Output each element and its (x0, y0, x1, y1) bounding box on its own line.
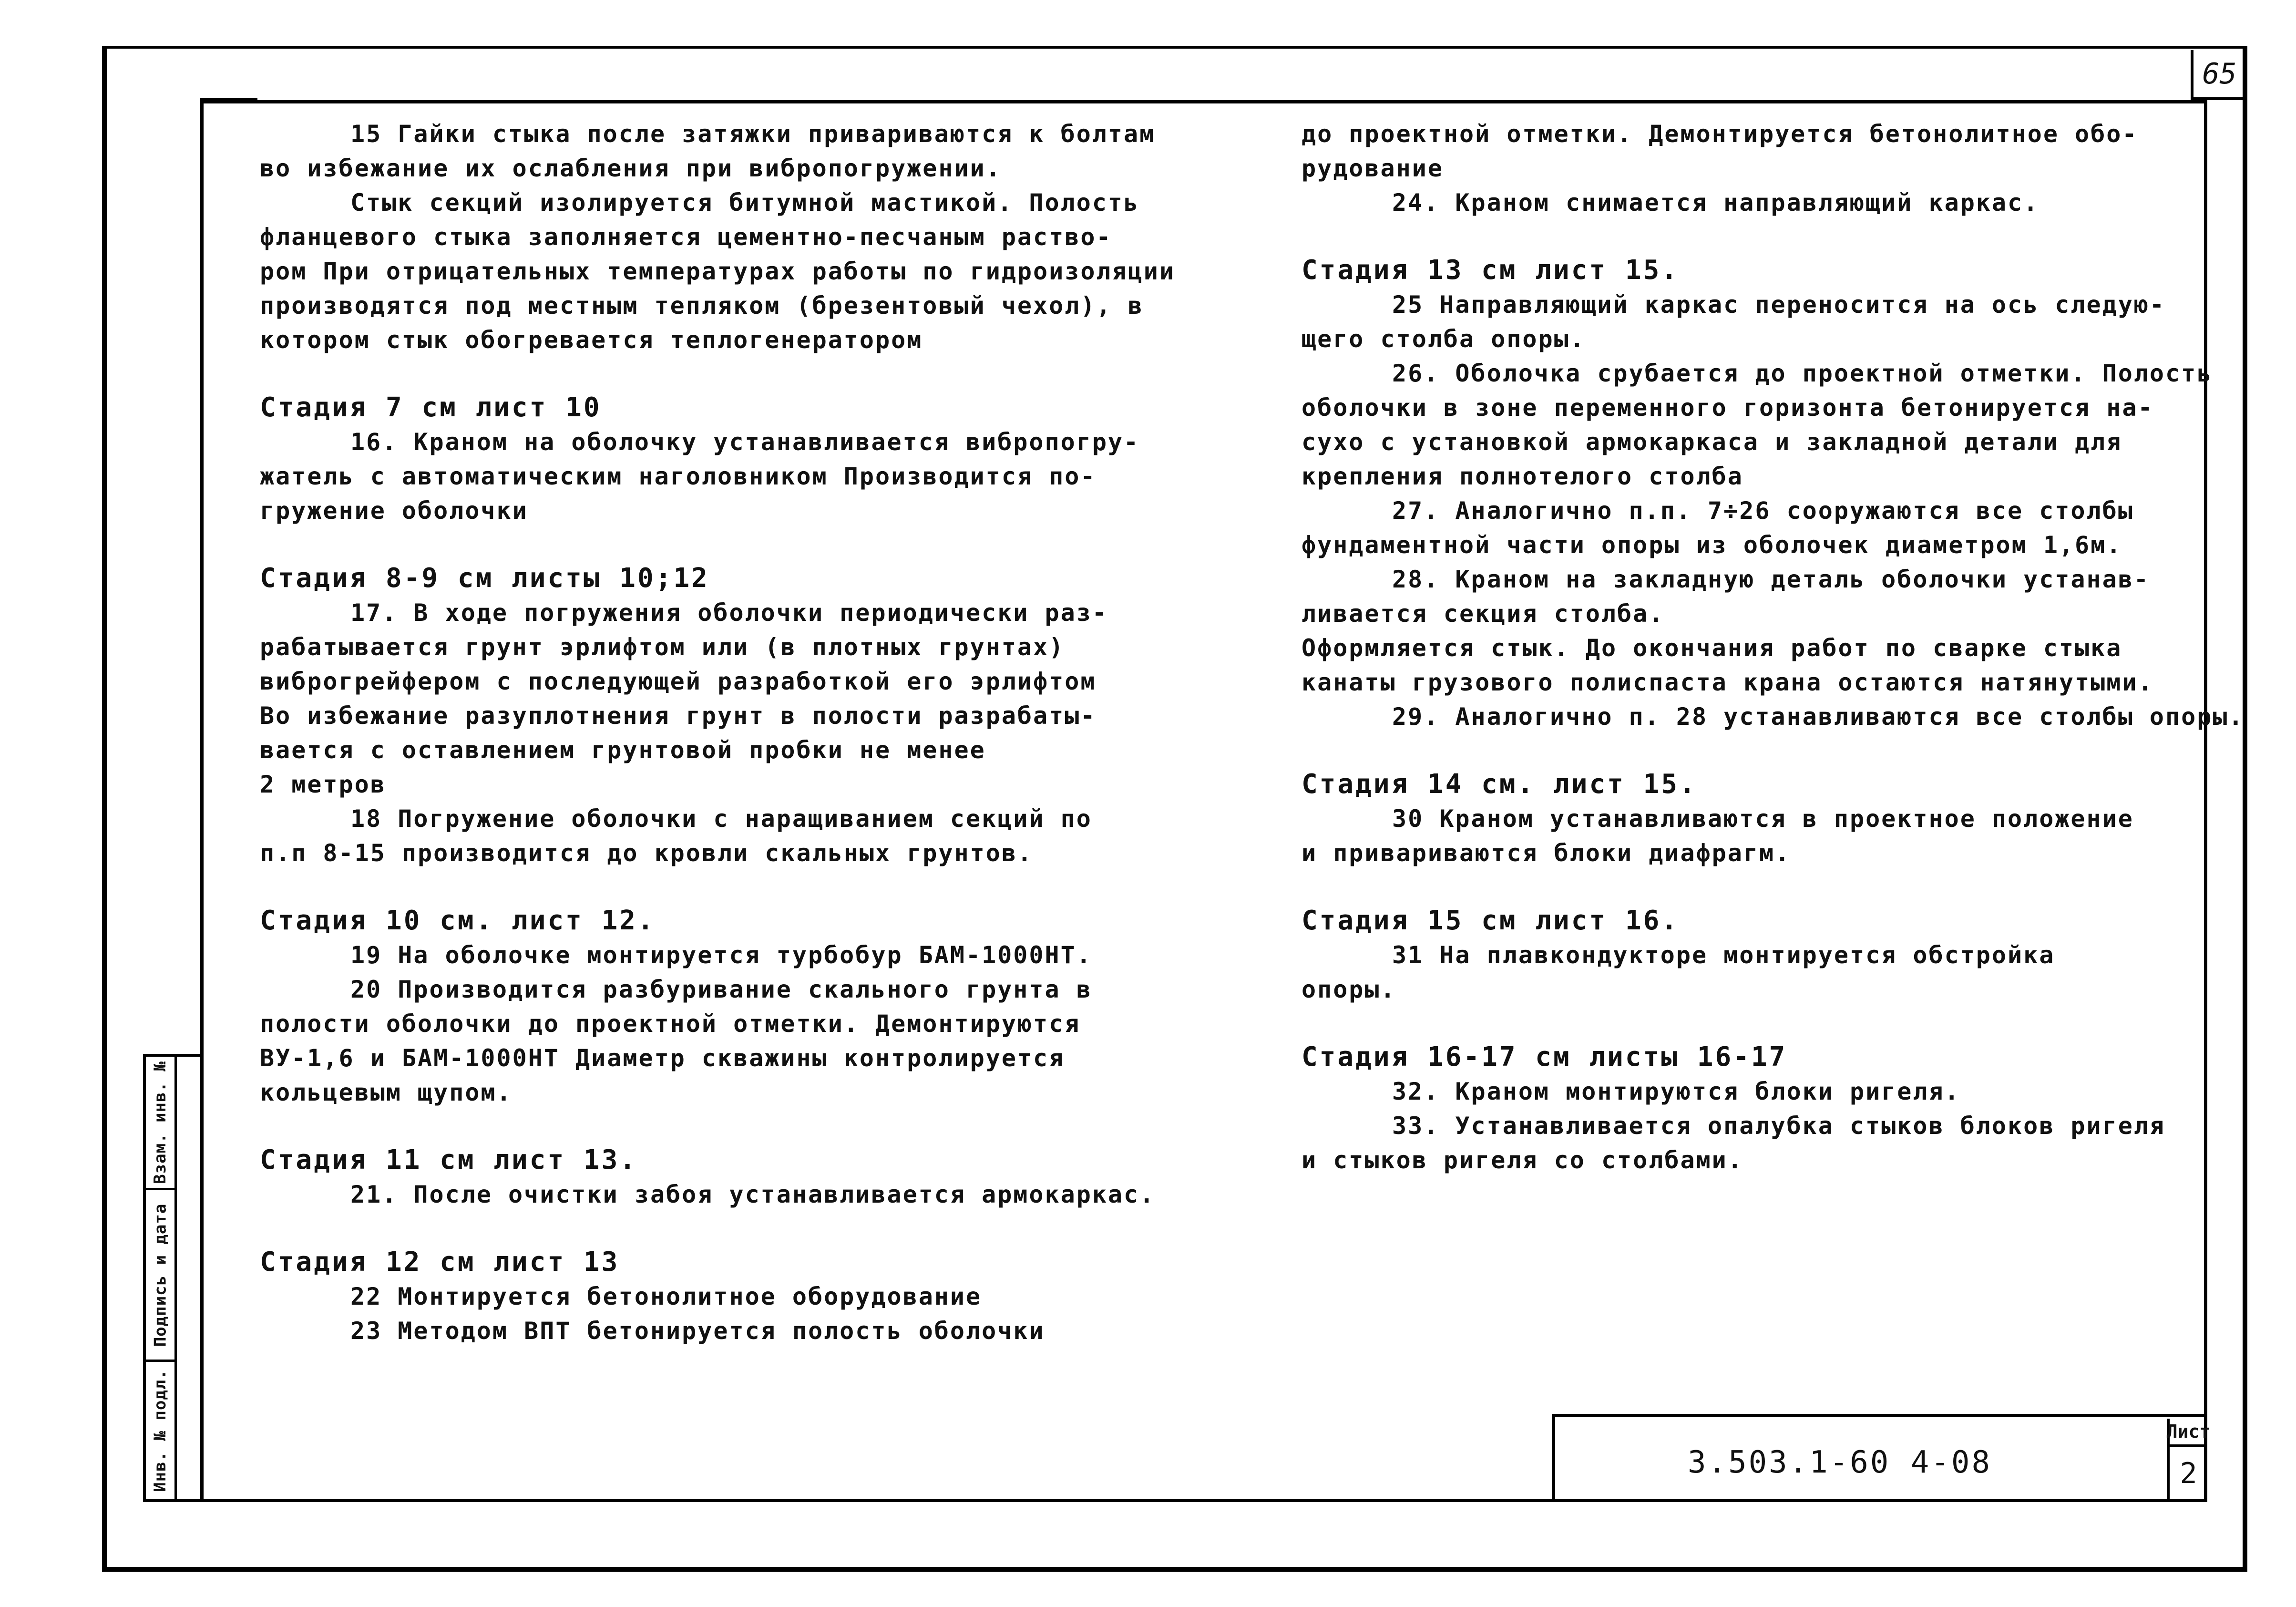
text-line: оболочки в зоне переменного горизонта бетонируется на- (1302, 394, 2154, 422)
binding-text-vzam-inv: Взам. инв. № (151, 1061, 170, 1184)
paragraph (260, 596, 1132, 802)
right-text-column (1302, 117, 2245, 1177)
text-line: ром При отрицательных температурах работы по гидроизоляции (260, 258, 1175, 285)
text-line: 22 Монтируется бетонолитное оборудование (350, 1283, 982, 1310)
stage-heading: Стадия 13 см лист 15. (1302, 255, 1680, 286)
stage-heading: Стадия 11 см лист 13. (260, 1144, 638, 1175)
text-line: 27. Аналогично п.п. 7÷26 сооружаются все столбы (1392, 497, 2134, 525)
paragraph (260, 972, 1132, 1110)
text-line: 32. Краном монтируются блоки ригеля. (1392, 1078, 1960, 1105)
text-line: крепления полнотелого столба (1302, 463, 1743, 490)
text-line: Оформляется стык. До окончания работ по сварке стыка (1302, 634, 2122, 662)
binding-cell-podpis (146, 1190, 174, 1362)
text-line: 28. Краном на закладную деталь оболочки устанав- (1392, 566, 2150, 593)
binding-text-podpis-data: Подпись и дата (151, 1203, 170, 1347)
paragraph (260, 1279, 1132, 1314)
text-line: опоры. (1302, 976, 1396, 1003)
paragraph (260, 117, 1156, 185)
stage-heading: Стадия 10 см. лист 12. (260, 905, 656, 936)
stage-heading: Стадия 7 см лист 10 (260, 392, 602, 423)
text-line: жатель с автоматическим наголовником Производится по- (260, 463, 1097, 490)
text-line: сухо с установкой армокаркаса и закладной детали для (1302, 428, 2122, 456)
text-line: канаты грузового полиспаста крана остаются натянутыми. (1302, 669, 2154, 696)
paragraph (1302, 802, 2198, 870)
text-line: 26. Оболочка срубается до проектной отметки. Полость (1392, 360, 2213, 387)
binding-cell-inv (146, 1362, 174, 1499)
text-line: 16. Краном на оболочку устанавливается вибропогру- (350, 428, 1140, 456)
text-line: щего столба опоры. (1302, 325, 1586, 353)
sheet-number: 2 (2180, 1457, 2197, 1490)
text-line: ВУ-1,6 и БАМ-1000НТ Диаметр скважины контролируется (260, 1044, 1065, 1072)
stage-heading: Стадия 14 см. лист 15. (1302, 769, 1697, 800)
text-line: производятся под местным тепляком (брезентовый чехол), в (260, 292, 1144, 319)
text-line: и привариваются блоки диафрагм. (1302, 839, 1791, 867)
text-line: до проектной отметки. Демонтируется бетонолитное обо- (1302, 120, 2138, 148)
stage-heading: Стадия 15 см лист 16. (1302, 905, 1680, 936)
binding-text-inv-podl: Инв. № подл. (151, 1369, 170, 1492)
paragraph (1302, 356, 2213, 494)
paragraph (1302, 700, 2245, 734)
text-line: ливается секция столба. (1302, 600, 1665, 628)
stage-heading: Стадия 16-17 см листы 16-17 (1302, 1041, 1787, 1072)
text-line: и стыков ригеля со столбами. (1302, 1146, 1743, 1174)
paragraph (1302, 117, 2198, 185)
text-line: 30 Краном устанавливаются в проектное положение (1392, 805, 2134, 833)
text-line: 15 Гайки стыка после затяжки привариваются к болтам (350, 120, 1156, 148)
text-line: рабатывается грунт эрлифтом или (в плотных грунтах) (260, 633, 1065, 661)
text-line: 24. Краном снимается направляющий каркас. (1392, 189, 2040, 216)
paragraph (1302, 185, 2198, 220)
text-line: 19 На оболочке монтируется турбобур БАМ-1000НТ. (350, 941, 1092, 969)
text-line: 2 метров (260, 771, 386, 798)
paragraph (1302, 288, 2198, 356)
binding-cell-vzam (146, 1057, 174, 1190)
paragraph (1302, 938, 2198, 1007)
left-text-column (260, 117, 1175, 1348)
paragraph (260, 1314, 1132, 1348)
text-line: 17. В ходе погружения оболочки периодически раз- (350, 599, 1108, 627)
text-line: п.п 8-15 производится до кровли скальных грунтов. (260, 839, 1034, 867)
text-line: рудование (1302, 155, 1444, 182)
paragraph (260, 802, 1132, 870)
paragraph (1302, 1109, 2198, 1177)
text-line: 23 Методом ВПТ бетонируется полость оболочки (350, 1317, 1045, 1345)
text-line: фланцевого стыка заполняется цементно-песчаным раство- (260, 223, 1112, 251)
text-line: Во избежание разуплотнения грунт в полости разрабаты- (260, 702, 1097, 730)
document-code: 3.503.1-60 4-08 (1688, 1445, 1992, 1480)
binding-divider (174, 1057, 177, 1499)
paragraph (260, 938, 1132, 972)
paragraph (1302, 494, 2198, 562)
text-line: Стык секций изолируется битумной мастикой. Полость (350, 189, 1140, 216)
text-line: гружение оболочки (260, 497, 528, 525)
text-line: виброгрейфером с последующей разработкой его эрлифтом (260, 668, 1097, 695)
paragraph (1302, 631, 2198, 700)
text-line: 33. Устанавливается опалубка стыков блоков ригеля (1392, 1112, 2166, 1140)
text-line: 21. После очистки забоя устанавливается армокаркас. (350, 1181, 1156, 1208)
page-number: 65 (2191, 50, 2245, 100)
paragraph (260, 425, 1140, 528)
text-line: полости оболочки до проектной отметки. Демонтируются (260, 1010, 1081, 1038)
stage-heading: Стадия 12 см лист 13 (260, 1246, 620, 1277)
text-line: 25 Направляющий каркас переносится на ось следую- (1392, 291, 2166, 319)
paragraph (260, 1177, 1156, 1212)
sheet-box (2166, 1419, 2211, 1502)
text-line: кольцевым щупом. (260, 1079, 512, 1106)
stage-heading: Стадия 8-9 см листы 10;12 (260, 563, 709, 594)
text-line: вается с оставлением грунтовой пробки не менее (260, 736, 986, 764)
text-line: 31 На плавкондукторе монтируется обстройка (1392, 941, 2055, 969)
text-line: котором стык обогревается теплогенератором (260, 326, 923, 354)
paragraph (1302, 1074, 2198, 1109)
text-line: 18 Погружение оболочки с наращиванием секций по (350, 805, 1092, 833)
text-line: фундаментной части опоры из оболочек диаметром 1,6м. (1302, 531, 2122, 559)
paragraph (1302, 562, 2198, 631)
text-line: 29. Аналогично п. 28 устанавливаются все столбы опоры. (1392, 703, 2245, 731)
binding-strip (143, 1054, 203, 1502)
text-line: 20 Производится разбуривание скального грунта в (350, 976, 1092, 1003)
paragraph (260, 185, 1175, 357)
sheet-label: Лист (2170, 1419, 2207, 1447)
text-line: во избежание их ослабления при вибропогружении. (260, 155, 1002, 182)
